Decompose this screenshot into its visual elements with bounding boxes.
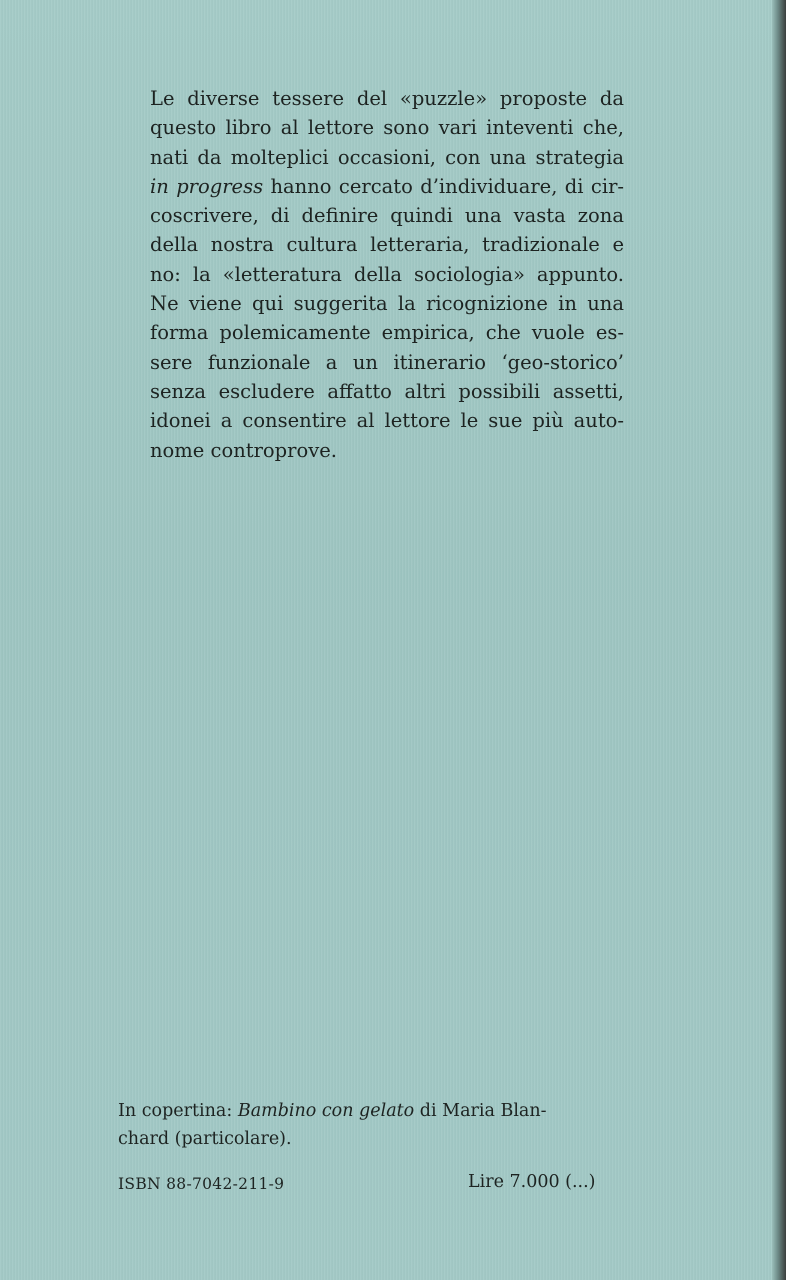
blurb-line-with-italic — [150, 172, 624, 201]
blurb-line: sere funzionale a un itinerario ‘geo-storico’ — [150, 350, 624, 374]
blurb-line: no: la «letteratura della sociologia» appunto. — [150, 262, 624, 286]
book-spine-edge — [772, 0, 786, 1280]
blurb-line-rest: hanno cercato d’individuare, di cir- — [270, 174, 624, 198]
cover-blurb — [150, 84, 624, 465]
credit-prefix: In copertina: — [118, 1101, 233, 1121]
blurb-line: nati da molteplici occasioni, con una strategia — [150, 145, 624, 169]
credit-line-1 — [118, 1097, 618, 1125]
blurb-line: della nostra cultura letteraria, tradizionale e — [150, 233, 624, 257]
blurb-line: Ne viene qui suggerita la ricognizione in una — [150, 292, 624, 316]
blurb-line: coscrivere, di definire quindi una vasta zona — [150, 204, 624, 228]
blurb-line: forma polemicamente empirica, che vuole es- — [150, 321, 624, 345]
credit-artist: di Maria Blan- — [419, 1101, 547, 1121]
cover-art-credit — [118, 1097, 618, 1153]
price-label: Lire 7.000 (...) — [468, 1172, 596, 1192]
credit-line-2: chard (particolare). — [118, 1129, 292, 1149]
blurb-line: senza escludere affatto altri possibili assetti, — [150, 379, 624, 403]
italic-phrase: in progress — [150, 174, 264, 198]
blurb-line: nome controprove. — [150, 438, 337, 462]
blurb-line: Le diverse tessere del «puzzle» proposte da — [150, 87, 624, 110]
isbn-number: ISBN 88-7042-211-9 — [118, 1175, 285, 1193]
blurb-line: questo libro al lettore sono vari inteventi che, — [150, 116, 624, 140]
blurb-line: idonei a consentire al lettore le sue più auto- — [150, 409, 624, 433]
artwork-title: Bambino con gelato — [237, 1101, 415, 1121]
